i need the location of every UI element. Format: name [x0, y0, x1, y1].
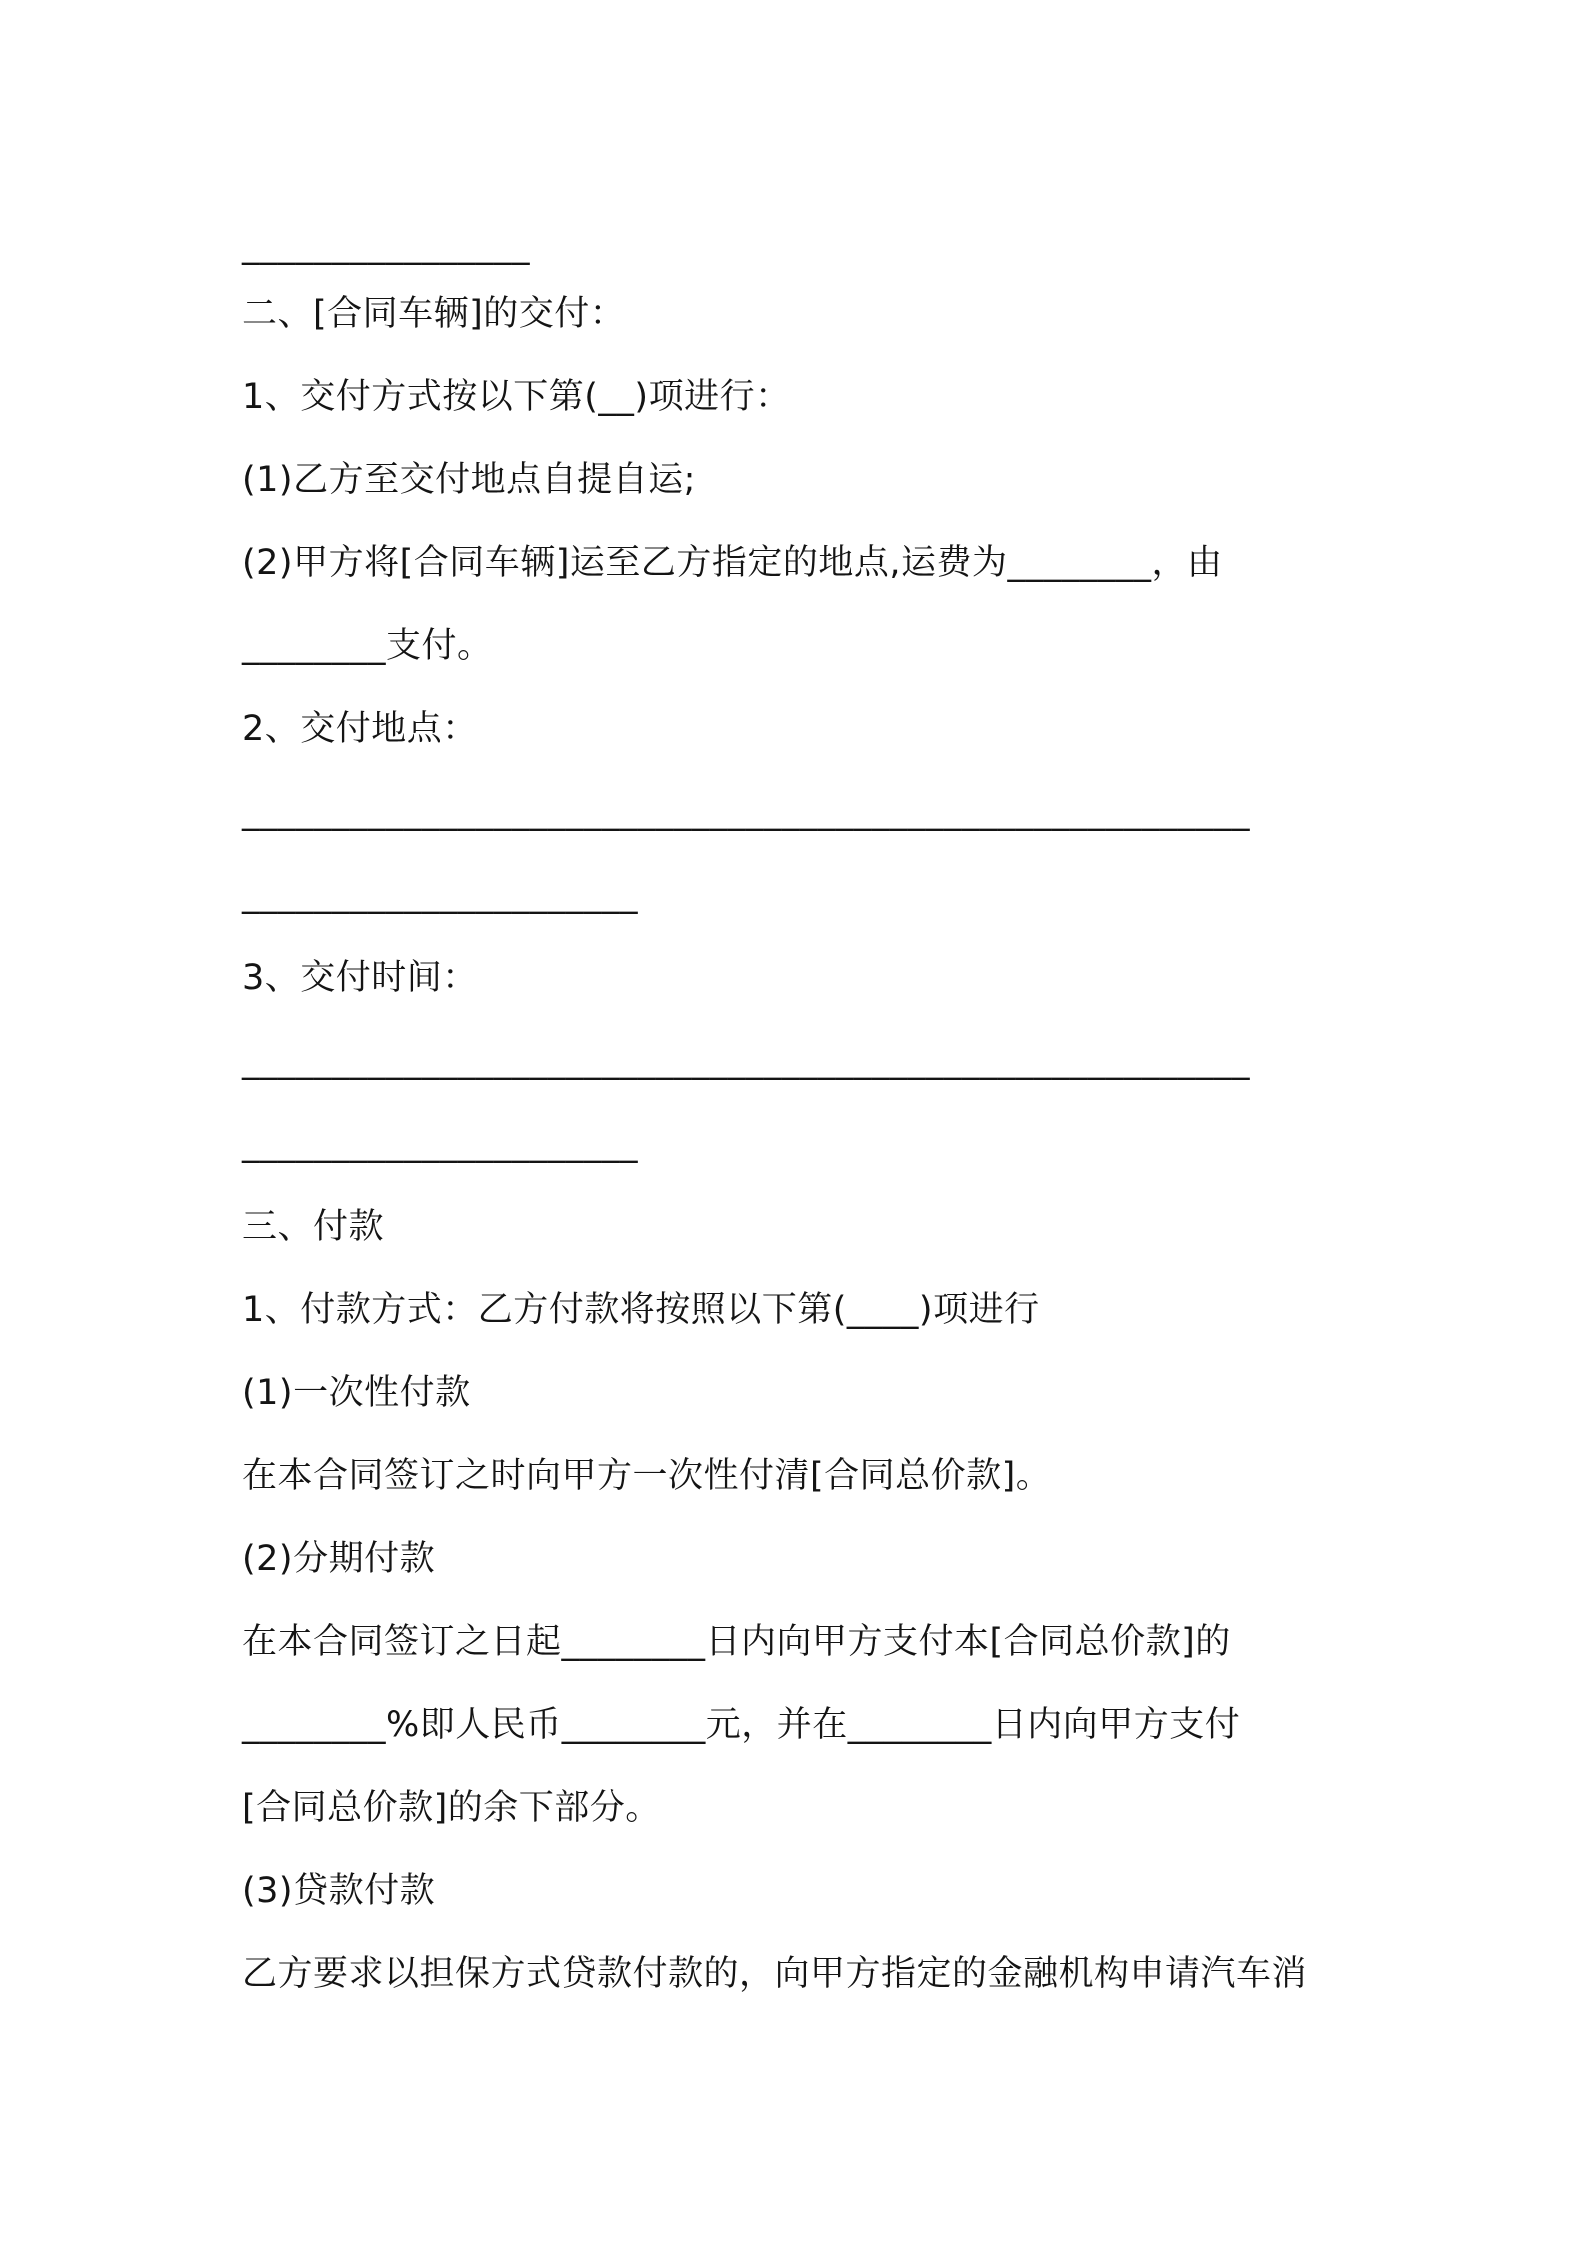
clause-delivery-method: 1、交付方式按以下第(__)项进行： — [242, 377, 791, 417]
blank-line: ______________________ — [242, 1124, 638, 1164]
installment-text: [合同总价款]的余下部分。 — [242, 1788, 661, 1828]
option-party-a-transport: (2)甲方将[合同车辆]运至乙方指定的地点,运费为________，由 — [242, 543, 1223, 583]
option-loan: (3)贷款付款 — [242, 1871, 436, 1911]
clause-delivery-time: 3、交付时间： — [242, 958, 478, 998]
blank-line: ________________________________________________________ — [242, 792, 1250, 832]
loan-text: 乙方要求以担保方式贷款付款的，向甲方指定的金融机构申请汽车消 — [242, 1954, 1308, 1994]
blank-line: ________________ — [242, 226, 530, 266]
section-heading-payment: 三、付款 — [242, 1207, 385, 1247]
transport-fee-payer: ________支付。 — [242, 626, 493, 666]
blank-line: ______________________ — [242, 875, 638, 915]
option-lump-sum: (1)一次性付款 — [242, 1373, 471, 1413]
installment-text: ________%即人民币________元，并在________日内向甲方支付 — [242, 1705, 1241, 1745]
lump-sum-text: 在本合同签订之时向甲方一次性付清[合同总价款]。 — [242, 1456, 1052, 1496]
section-heading-delivery: 二、[合同车辆]的交付： — [242, 294, 626, 334]
installment-text: 在本合同签订之日起________日内向甲方支付本[合同总价款]的 — [242, 1622, 1231, 1662]
option-self-pickup: (1)乙方至交付地点自提自运; — [242, 460, 696, 500]
clause-payment-method: 1、付款方式：乙方付款将按照以下第(____)项进行 — [242, 1290, 1040, 1330]
option-installment: (2)分期付款 — [242, 1539, 436, 1579]
blank-line: ________________________________________________________ — [242, 1041, 1250, 1081]
clause-delivery-place: 2、交付地点： — [242, 709, 478, 749]
